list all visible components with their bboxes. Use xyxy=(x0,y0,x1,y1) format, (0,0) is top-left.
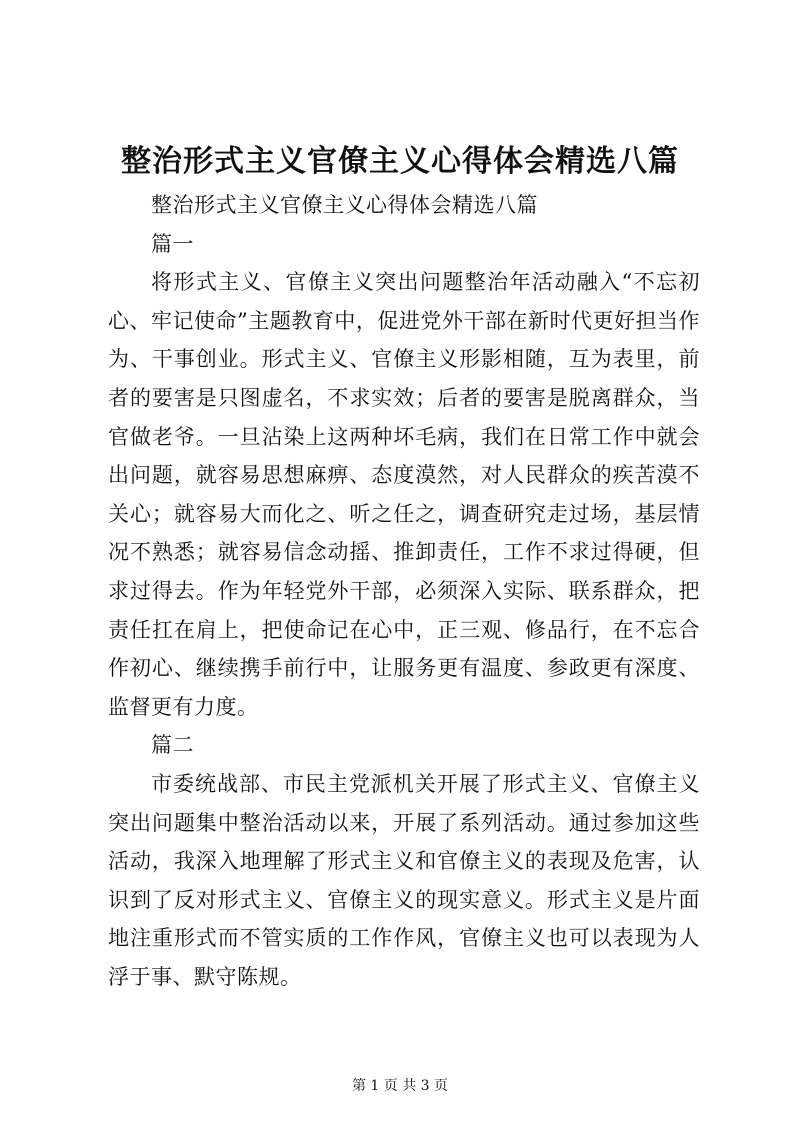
section-paragraph-1: 将形式主义、官僚主义突出问题整治年活动融入“不忘初心、牢记使命”主题教育中，促进党外干部在新时代更好担当作为、干事创业。形式主义、官僚主义形影相随，互为表里，前者的要害是只图虚名，不求实效；后者的要害是脱离群众，当官做老爷。一旦沾染上这两种坏毛病，我们在日常工作中就会出问题，就容易思想麻痹、态度漠然，对人民群众的疾苦漠不关心；就容易大而化之、听之任之，调查研究走过场，基层情况不熟悉；就容易信念动摇、推卸责任，工作不求过得硬，但求过得去。作为年轻党外干部，必须深入实际、联系群众，把责任扛在肩上，把使命记在心中，正三观、修品行，在不忘合作初心、继续携手前行中，让服务更有温度、参政更有深度、监督更有力度。 xyxy=(108,270,700,719)
document-body xyxy=(108,186,700,996)
page-number-footer: 第 1 页 共 3 页 xyxy=(351,1078,449,1094)
document-title: 整治形式主义官僚主义心得体会精选八篇 xyxy=(121,144,679,179)
section-heading-1: 篇一 xyxy=(151,231,195,256)
document-subtitle: 整治形式主义官僚主义心得体会精选八篇 xyxy=(151,193,539,217)
section-heading-2: 篇二 xyxy=(151,733,195,758)
section-paragraph-2: 市委统战部、市民主党派机关开展了形式主义、官僚主义突出问题集中整治活动以来，开展了系列活动。通过参加这些活动，我深入地理解了形式主义和官僚主义的表现及危害，认识到了反对形式主义、官僚主义的现实意义。形式主义是片面地注重形式而不管实质的工作作风，官僚主义也可以表现为人浮于事、默守陈规。 xyxy=(108,771,700,989)
